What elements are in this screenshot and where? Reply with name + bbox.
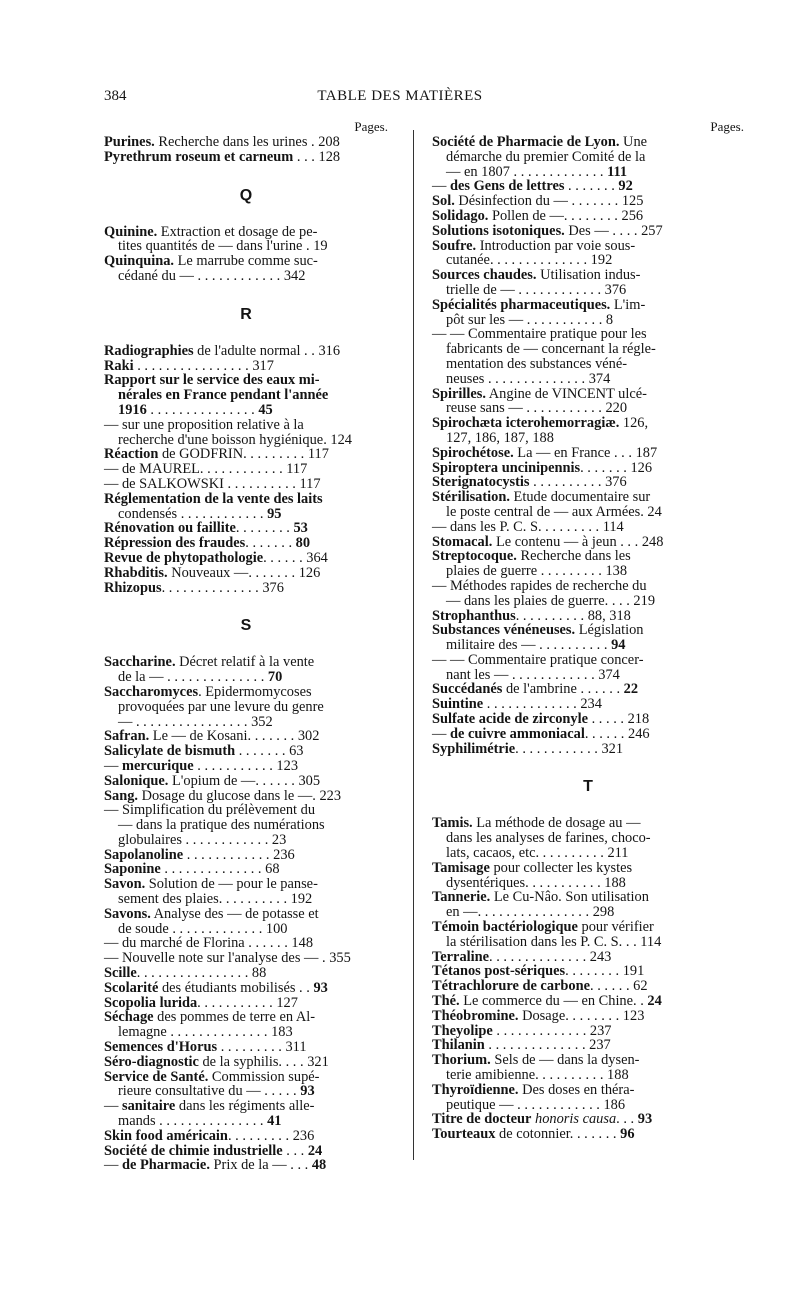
entry-line: militaire des — . . . . . . . . . . 94	[446, 637, 626, 654]
index-entries-right	[432, 135, 744, 1142]
index-entry	[432, 682, 744, 697]
entry-line: Rhabditis. Nouveaux —. . . . . . . 126	[104, 564, 321, 581]
index-entry	[432, 549, 744, 579]
entry-line: Thyroïdienne. Des doses en théra-	[432, 1081, 635, 1098]
index-entry	[104, 803, 388, 847]
entry-line: Revue de phytopathologie. . . . . . 364	[104, 549, 328, 566]
entry-line: pôt sur les — . . . . . . . . . . . 8	[446, 311, 614, 328]
entry-line: Société de chimie industrielle . . . 24	[104, 1142, 323, 1159]
index-entry	[432, 964, 744, 979]
index-entry	[432, 535, 744, 550]
index-entry	[104, 344, 388, 359]
entry-line: Sterignatocystis . . . . . . . . . . 376	[432, 474, 627, 491]
index-entry	[104, 536, 388, 551]
index-entry	[432, 475, 744, 490]
entry-line: 127, 186, 187, 188	[446, 429, 554, 446]
entry-line: Savon. Solution de — pour le panse-	[104, 876, 318, 893]
index-entry	[432, 579, 744, 609]
entry-line: Scolarité des étudiants mobilisés . . 93	[104, 979, 328, 996]
index-entry	[432, 1127, 744, 1142]
entry-line: Suintine . . . . . . . . . . . . . 234	[432, 696, 602, 713]
index-entries-left	[104, 135, 388, 1173]
entry-line: Semences d'Horus . . . . . . . . . 311	[104, 1039, 307, 1056]
index-entry	[104, 1144, 388, 1159]
entry-line: Soufre. Introduction par voie sous-	[432, 237, 636, 254]
entry-line: Solidago. Pollen de —. . . . . . . . 256	[432, 207, 644, 224]
pages-label: Pages.	[354, 119, 388, 134]
entry-line: Spécialités pharmaceutiques. L'im-	[432, 296, 646, 313]
entry-line: — de cuivre ammoniacal. . . . . . 246	[432, 725, 650, 742]
index-entry	[104, 1055, 388, 1070]
index-entry	[432, 890, 744, 920]
entry-line: Spirochæta icterohemorragiæ. 126,	[432, 415, 649, 432]
entry-line: Safran. Le — de Kosani. . . . . . . 302	[104, 728, 320, 745]
entry-line: Sulfate acide de zirconyle . . . . . 218	[432, 711, 650, 728]
entry-line: Purines. Recherche dans les urines . 208	[104, 134, 340, 150]
entry-line: Substances vénéneuses. Législation	[432, 622, 644, 639]
index-entry	[432, 446, 744, 461]
index-entry	[432, 416, 744, 446]
entry-line: Saponine . . . . . . . . . . . . . . 68	[104, 861, 280, 878]
entry-line: — de SALKOWSKI . . . . . . . . . . 117	[104, 475, 321, 492]
index-entry	[104, 566, 388, 581]
entry-line: Tétrachlorure de carbone. . . . . . 62	[432, 978, 648, 995]
entry-line: Thorium. Sels de — dans la dysen-	[432, 1052, 640, 1069]
index-entry	[104, 951, 388, 966]
entry-line: Strophanthus. . . . . . . . . . 88, 318	[432, 607, 631, 624]
index-entry	[432, 209, 744, 224]
entry-line: cutanée. . . . . . . . . . . . . . 192	[446, 252, 613, 269]
index-entry	[432, 135, 744, 179]
entry-line: — des Gens de lettres . . . . . . . 92	[432, 178, 633, 195]
index-entry	[104, 1099, 388, 1129]
entry-line: — du marché de Florina . . . . . . 148	[104, 935, 314, 952]
section-letter: Q	[239, 186, 253, 204]
entry-line: Skin food américain. . . . . . . . . 236	[104, 1127, 315, 1144]
index-entry	[104, 225, 388, 255]
page-number: 384	[104, 88, 127, 104]
entry-line: — dans les plaies de guerre. . . . 219	[446, 592, 656, 609]
entry-line: Réaction de GODFRIN. . . . . . . . . 117	[104, 446, 329, 463]
index-entry	[432, 461, 744, 476]
index-entry	[432, 1024, 744, 1039]
index-entry	[432, 1083, 744, 1113]
entry-line: condensés . . . . . . . . . . . . 95	[118, 505, 282, 522]
entry-line: — dans la pratique des numérations	[118, 817, 325, 834]
entry-line: Terraline. . . . . . . . . . . . . . 243	[432, 948, 612, 965]
index-entry	[432, 179, 744, 194]
entry-line: Thilanin . . . . . . . . . . . . . . 237	[432, 1037, 611, 1054]
index-entry	[104, 877, 388, 907]
entry-line: Société de Pharmacie de Lyon. Une	[432, 134, 648, 150]
entry-line: recherche d'une boisson hygiénique. 124	[118, 431, 352, 448]
entry-line: Tamis. La méthode de dosage au —	[432, 815, 641, 832]
entry-line: de la — . . . . . . . . . . . . . . 70	[118, 669, 283, 686]
index-entry	[104, 789, 388, 804]
index-entry	[432, 816, 744, 860]
index-entry	[432, 520, 744, 535]
index-entry	[104, 1040, 388, 1055]
entry-line: globulaires . . . . . . . . . . . . 23	[118, 831, 287, 848]
entry-line: terie amibienne. . . . . . . . . . 188	[446, 1067, 629, 1084]
entry-line: Theyolipe . . . . . . . . . . . . . 237	[432, 1022, 612, 1039]
entry-line: Séro-diagnostic de la syphilis. . . . 321	[104, 1053, 329, 1070]
index-entry	[432, 1009, 744, 1024]
entry-line: sement des plaies. . . . . . . . . . 192	[118, 891, 313, 908]
pages-label: Pages.	[710, 119, 744, 134]
index-entry	[104, 685, 388, 729]
index-entry	[104, 581, 388, 596]
entry-line: Quinine. Extraction et dosage de pe-	[104, 223, 318, 240]
entry-line: — sanitaire dans les régiments alle-	[104, 1098, 315, 1115]
entry-line: fabricants de — concernant la régle-	[446, 341, 656, 358]
index-entry	[432, 224, 744, 239]
index-entry	[432, 653, 744, 683]
index-entry	[104, 936, 388, 951]
entry-line: Raki . . . . . . . . . . . . . . . . 317	[104, 357, 274, 374]
entry-line: Service de Santé. Commission supé-	[104, 1068, 320, 1085]
entry-line: Scille. . . . . . . . . . . . . . . . 88	[104, 965, 267, 982]
entry-line: Sol. Désinfection du — . . . . . . . 125	[432, 193, 644, 210]
index-entry	[104, 774, 388, 789]
index-entry	[432, 697, 744, 712]
index-entry	[104, 492, 388, 522]
entry-line: — de Pharmacie. Prix de la — . . . 48	[104, 1157, 327, 1174]
index-entry	[104, 359, 388, 374]
index-entry	[432, 609, 744, 624]
index-entry	[104, 966, 388, 981]
entry-line: en —. . . . . . . . . . . . . . . . 298	[446, 904, 615, 921]
index-entry	[432, 1112, 744, 1127]
entry-line: Quinquina. Le marrube comme suc-	[104, 253, 318, 270]
index-entry	[104, 1010, 388, 1040]
index-entry	[432, 950, 744, 965]
index-entry	[432, 327, 744, 386]
index-entry	[432, 490, 744, 520]
index-entry	[432, 623, 744, 653]
index-entry	[104, 862, 388, 877]
index-entry	[104, 1070, 388, 1100]
entry-line: peutique — . . . . . . . . . . . . 186	[446, 1096, 626, 1113]
index-entry	[104, 477, 388, 492]
entry-line: Scopolia lurida. . . . . . . . . . . 127	[104, 994, 298, 1011]
column-divider	[413, 130, 414, 1160]
entry-line: neuses . . . . . . . . . . . . . . 374	[446, 370, 611, 387]
entry-line: rieure consultative du — . . . . . 93	[118, 1083, 315, 1100]
entry-line: mands . . . . . . . . . . . . . . . 41	[118, 1113, 282, 1130]
index-entry	[432, 979, 744, 994]
index-entry	[104, 907, 388, 937]
entry-line: plaies de guerre . . . . . . . . . 138	[446, 563, 628, 580]
entry-line: — — Commentaire pratique pour les	[432, 326, 647, 343]
entry-line: Stérilisation. Etude documentaire sur	[432, 489, 651, 506]
entry-line: — dans les P. C. S. . . . . . . . . 114	[432, 518, 624, 535]
index-entry	[104, 150, 388, 165]
entry-line: Thé. Le commerce du — en Chine. . 24	[432, 993, 662, 1010]
entry-line: Rhizopus. . . . . . . . . . . . . . 376	[104, 579, 284, 596]
entry-line: lemagne . . . . . . . . . . . . . . 183	[118, 1024, 293, 1041]
section-letter: R	[240, 305, 252, 323]
index-entry	[432, 861, 744, 891]
entry-line: Stomacal. Le contenu — à jeun . . . 248	[432, 533, 664, 550]
entry-line: mentation des substances véné-	[446, 355, 628, 372]
entry-line: Spiroptera uncinipennis. . . . . . . 126	[432, 459, 653, 476]
entry-line: — sur une proposition relative à la	[104, 416, 304, 433]
entry-line: Tannerie. Le Cu-Nâo. Son utilisation	[432, 889, 649, 906]
index-entry	[104, 373, 388, 417]
running-header	[0, 88, 800, 108]
index-entry	[432, 920, 744, 950]
index-entry	[432, 742, 744, 757]
entry-line: provoquées par une levure du genre	[118, 698, 324, 715]
index-entry	[104, 981, 388, 996]
index-entry	[104, 551, 388, 566]
page-title: TABLE DES MATIÈRES	[317, 88, 483, 104]
index-entry	[104, 848, 388, 863]
entry-line: le poste central de — aux Armées. 24	[446, 503, 662, 520]
entry-line: Réglementation de la vente des laits	[104, 490, 323, 507]
entry-line: — — Commentaire pratique concer-	[432, 651, 644, 668]
entry-line: — Nouvelle note sur l'analyse des — . 355	[104, 950, 351, 967]
index-entry	[104, 655, 388, 685]
index-entry	[104, 521, 388, 536]
entry-line: cédané du — . . . . . . . . . . . . 342	[118, 267, 306, 284]
entry-line: nant les — . . . . . . . . . . . . 374	[446, 666, 620, 683]
section-letter: T	[583, 778, 593, 796]
entry-line: Pyrethrum roseum et carneum . . . 128	[104, 148, 341, 165]
entry-line: 1916 . . . . . . . . . . . . . . . 45	[118, 401, 273, 418]
entry-line: la stérilisation dans les P. C. S. . . 114	[446, 933, 662, 950]
entry-line: Séchage des pommes de terre en Al-	[104, 1009, 316, 1026]
index-entry	[432, 712, 744, 727]
entry-line: Salicylate de bismuth . . . . . . . 63	[104, 743, 304, 760]
entry-line: démarche du premier Comité de la	[446, 148, 646, 165]
index-entry	[104, 1158, 388, 1173]
entry-line: tites quantités de — dans l'urine . 19	[118, 238, 328, 255]
entry-line: — en 1807 . . . . . . . . . . . . . 111	[446, 163, 628, 180]
index-column-right	[432, 118, 744, 1142]
index-entry	[104, 729, 388, 744]
entry-line: Tétanos post-sériques. . . . . . . . 191	[432, 963, 645, 980]
entry-line: dysentériques. . . . . . . . . . . 188	[446, 874, 626, 891]
index-entry	[432, 1038, 744, 1053]
entry-line: Théobromine. Dosage. . . . . . . . 123	[432, 1007, 645, 1024]
index-entry	[104, 254, 388, 284]
index-entry	[432, 727, 744, 742]
entry-line: de soude . . . . . . . . . . . . . 100	[118, 920, 288, 937]
entry-line: — . . . . . . . . . . . . . . . . 352	[118, 713, 273, 730]
entry-line: Salonique. L'opium de —. . . . . . 305	[104, 772, 321, 789]
index-entry	[432, 298, 744, 328]
entry-line: Sources chaudes. Utilisation indus-	[432, 267, 641, 284]
index-column-left	[104, 118, 388, 1173]
entry-line: reuse sans — . . . . . . . . . . . 220	[446, 400, 628, 417]
entry-line: Succédanés de l'ambrine . . . . . . 22	[432, 681, 639, 698]
index-entry	[104, 462, 388, 477]
entry-line: Spirilles. Angine de VINCENT ulcé-	[432, 385, 647, 402]
index-entry	[432, 1053, 744, 1083]
entry-line: Tamisage pour collecter les kystes	[432, 859, 633, 876]
index-entry	[104, 418, 388, 448]
entry-line: Sang. Dosage du glucose dans le —. 223	[104, 787, 342, 804]
entry-line: Solutions isotoniques. Des — . . . . 257	[432, 222, 663, 239]
index-entry	[104, 759, 388, 774]
entry-line: Témoin bactériologique pour vérifier	[432, 919, 654, 936]
entry-line: — Méthodes rapides de recherche du	[432, 577, 647, 594]
index-entry	[104, 1129, 388, 1144]
index-entry	[104, 447, 388, 462]
entry-line: — Simplification du prélèvement du	[104, 802, 316, 819]
entry-line: — de MAUREL. . . . . . . . . . . . 117	[104, 461, 308, 478]
entry-line: Tourteaux de cotonnier. . . . . . . 96	[432, 1126, 635, 1143]
entry-line: lats, cacaos, etc. . . . . . . . . . 211	[446, 845, 629, 862]
entry-line: Rénovation ou faillite. . . . . . . . 53	[104, 520, 308, 537]
entry-line: Saccharine. Décret relatif à la vente	[104, 654, 315, 671]
index-entry	[432, 239, 744, 269]
entry-line: Syphilimétrie. . . . . . . . . . . . 321	[432, 740, 624, 757]
index-entry	[104, 996, 388, 1011]
index-entry	[104, 135, 388, 150]
entry-line: dans les analyses de farines, choco-	[446, 830, 651, 847]
index-entry	[432, 268, 744, 298]
index-entry	[432, 194, 744, 209]
entry-line: Rapport sur le service des eaux mi-	[104, 372, 320, 389]
entry-line: Sapolanoline . . . . . . . . . . . . 236	[104, 846, 295, 863]
entry-line: Spirochétose. La — en France . . . 187	[432, 444, 658, 461]
entry-line: trielle de — . . . . . . . . . . . . 376	[446, 281, 627, 298]
entry-line: Savons. Analyse des — de potasse et	[104, 905, 319, 922]
entry-line: Streptocoque. Recherche dans les	[432, 548, 631, 565]
section-letter: S	[240, 617, 252, 635]
index-entry	[432, 994, 744, 1009]
entry-line: Radiographies de l'adulte normal . . 316	[104, 342, 341, 359]
entry-line: Répression des fraudes. . . . . . . 80	[104, 535, 311, 552]
entry-line: Titre de docteur honoris causa. . . 93	[432, 1111, 653, 1128]
index-entry	[104, 744, 388, 759]
entry-line: Saccharomyces. Epidermomycoses	[104, 683, 312, 700]
entry-line: — mercurique . . . . . . . . . . . 123	[104, 757, 299, 774]
entry-line: nérales en France pendant l'année	[118, 387, 329, 404]
index-entry	[432, 387, 744, 417]
